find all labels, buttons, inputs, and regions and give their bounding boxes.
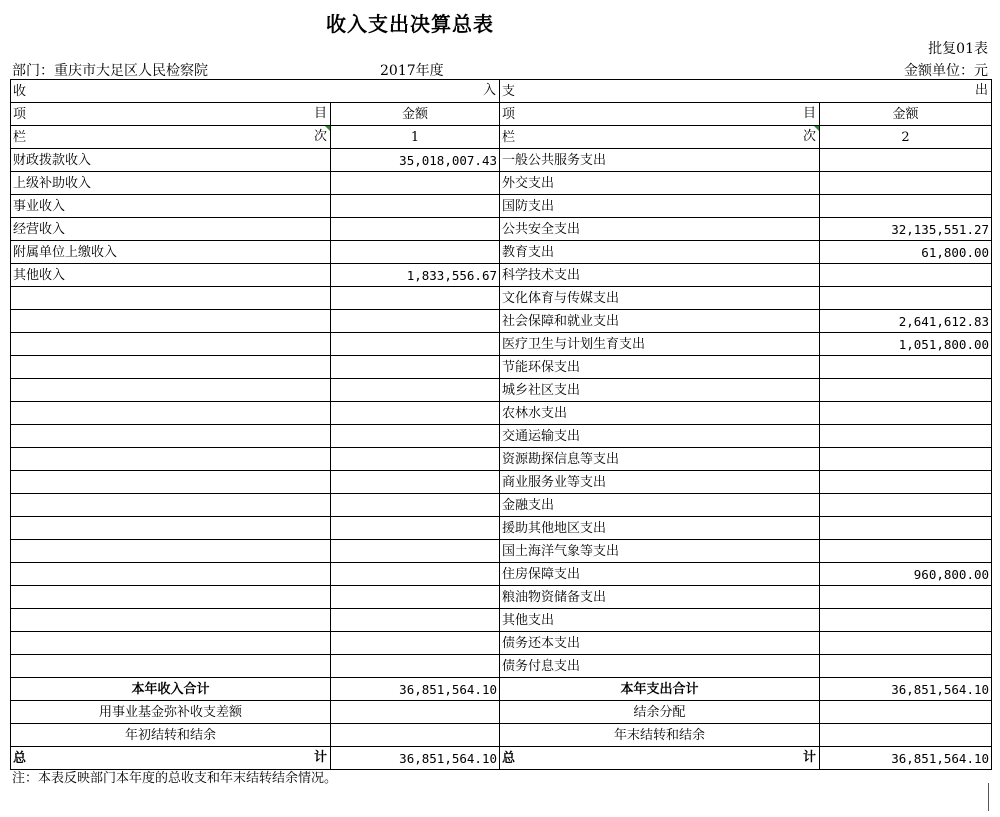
beginning-carryover-label: 年初结转和结余 [11, 724, 331, 747]
income-item [11, 517, 331, 540]
expense-amount [820, 494, 992, 517]
expense-item: 交通运输支出 [500, 425, 820, 448]
income-item [11, 379, 331, 402]
total-row-fund [11, 701, 992, 724]
income-item [11, 333, 331, 356]
expense-amount [820, 264, 992, 287]
total-row-carryover [11, 724, 992, 747]
income-amount [331, 517, 500, 540]
form-number: 批复01表 [928, 41, 988, 57]
expense-item: 农林水支出 [500, 402, 820, 425]
expense-item: 援助其他地区支出 [500, 517, 820, 540]
table-row [11, 310, 992, 333]
expense-amount [820, 517, 992, 540]
expense-item: 债务付息支出 [500, 655, 820, 678]
expense-header-right: 出 [975, 83, 989, 98]
income-item: 财政拨款收入 [11, 149, 331, 172]
income-amount-header: 金额 [331, 103, 500, 126]
income-amount [331, 540, 500, 563]
table-row [11, 586, 992, 609]
income-item: 附属单位上缴收入 [11, 241, 331, 264]
expense-amount [820, 655, 992, 678]
grand-total-expense-amount: 36,851,564.10 [820, 747, 992, 770]
fiscal-year: 2017年度 [380, 63, 444, 79]
income-item: 经营收入 [11, 218, 331, 241]
expense-item: 商业服务业等支出 [500, 471, 820, 494]
ending-carryover-amount [820, 724, 992, 747]
expense-amount [820, 195, 992, 218]
table-row [11, 356, 992, 379]
income-amount [331, 402, 500, 425]
income-expense-table [10, 79, 992, 770]
expense-item: 资源勘探信息等支出 [500, 448, 820, 471]
income-item [11, 287, 331, 310]
expense-column-number: 2 [820, 126, 992, 149]
expense-item: 国防支出 [500, 195, 820, 218]
income-item [11, 356, 331, 379]
table-row [11, 172, 992, 195]
grand-total-left: 总 [502, 750, 516, 766]
income-item: 上级补助收入 [11, 172, 331, 195]
income-item [11, 632, 331, 655]
income-amount [331, 563, 500, 586]
income-amount [331, 609, 500, 632]
table-row [11, 655, 992, 678]
expense-item: 住房保障支出 [500, 563, 820, 586]
income-amount: 35,018,007.43 [331, 149, 500, 172]
income-header-right: 入 [483, 83, 497, 98]
table-row [11, 517, 992, 540]
expense-amount: 32,135,551.27 [820, 218, 992, 241]
income-item: 事业收入 [11, 195, 331, 218]
income-amount [331, 287, 500, 310]
expense-item: 社会保障和就业支出 [500, 310, 820, 333]
table-row [11, 471, 992, 494]
income-item [11, 586, 331, 609]
income-amount: 1,833,556.67 [331, 264, 500, 287]
expense-item: 文化体育与传媒支出 [500, 287, 820, 310]
cell-comment-marker [814, 126, 819, 131]
table-row [11, 632, 992, 655]
department-label: 部门：重庆市大足区人民检察院 [12, 63, 208, 79]
fund-offset-label: 用事业基金弥补收支差额 [11, 701, 331, 724]
expense-amount: 1,051,800.00 [820, 333, 992, 356]
header-row-column-number [11, 126, 992, 149]
expense-item: 医疗卫生与计划生育支出 [500, 333, 820, 356]
income-item [11, 310, 331, 333]
income-column-right: 次 [313, 129, 327, 144]
income-amount [331, 425, 500, 448]
income-amount [331, 195, 500, 218]
table-row [11, 333, 992, 356]
expense-item: 其他支出 [500, 609, 820, 632]
expense-amount [820, 540, 992, 563]
expense-item-left: 项 [502, 106, 516, 122]
income-item [11, 655, 331, 678]
expense-amount [820, 471, 992, 494]
income-item [11, 609, 331, 632]
income-amount [331, 448, 500, 471]
currency-unit: 金额单位：元 [904, 63, 988, 79]
table-row [11, 402, 992, 425]
income-amount [331, 655, 500, 678]
income-amount [331, 172, 500, 195]
expense-amount [820, 586, 992, 609]
income-amount [331, 586, 500, 609]
income-item-left: 项 [13, 106, 27, 122]
expense-header-left: 支 [502, 83, 516, 99]
income-item [11, 563, 331, 586]
income-item-header [11, 103, 331, 126]
expense-item: 城乡社区支出 [500, 379, 820, 402]
income-amount [331, 632, 500, 655]
income-header [11, 80, 500, 103]
scroll-edge-marker [988, 783, 989, 811]
table-row [11, 379, 992, 402]
table-row [11, 218, 992, 241]
table-row [11, 195, 992, 218]
expense-column-header [500, 126, 820, 149]
expense-column-left: 栏 [502, 129, 516, 145]
expense-item-right: 目 [803, 106, 817, 121]
expense-item: 教育支出 [500, 241, 820, 264]
expense-item: 粮油物资储备支出 [500, 586, 820, 609]
table-row [11, 241, 992, 264]
expense-header [500, 80, 992, 103]
expense-amount: 61,800.00 [820, 241, 992, 264]
table-row [11, 264, 992, 287]
income-item [11, 494, 331, 517]
grand-total-right: 计 [803, 750, 817, 765]
income-amount [331, 379, 500, 402]
table-row [11, 563, 992, 586]
income-item [11, 448, 331, 471]
income-header-left: 收 [13, 83, 27, 99]
table-row [11, 149, 992, 172]
expense-total-label: 本年支出合计 [500, 678, 820, 701]
surplus-distribution-amount [820, 701, 992, 724]
table-row [11, 448, 992, 471]
expense-item: 国土海洋气象等支出 [500, 540, 820, 563]
surplus-distribution-label: 结余分配 [500, 701, 820, 724]
expense-amount [820, 172, 992, 195]
expense-amount [820, 149, 992, 172]
cell-comment-marker [325, 126, 330, 131]
table-row [11, 494, 992, 517]
expense-amount [820, 425, 992, 448]
expense-item: 公共安全支出 [500, 218, 820, 241]
income-column-header [11, 126, 331, 149]
expense-amount [820, 609, 992, 632]
grand-total-expense-label [500, 747, 820, 770]
expense-column-right: 次 [803, 129, 817, 144]
table-row [11, 609, 992, 632]
income-total-amount: 36,851,564.10 [331, 678, 500, 701]
expense-amount: 960,800.00 [820, 563, 992, 586]
expense-item-header [500, 103, 820, 126]
income-item [11, 540, 331, 563]
income-item-right: 目 [313, 106, 327, 121]
income-item [11, 402, 331, 425]
income-total-label: 本年收入合计 [11, 678, 331, 701]
expense-total-amount: 36,851,564.10 [820, 678, 992, 701]
expense-amount [820, 402, 992, 425]
expense-amount-header: 金额 [820, 103, 992, 126]
income-column-number: 1 [331, 126, 500, 149]
grand-total-left: 总 [13, 750, 27, 766]
income-item [11, 425, 331, 448]
expense-item: 一般公共服务支出 [500, 149, 820, 172]
footnote: 注：本表反映部门本年度的总收支和年末结转结余情况。 [12, 771, 338, 786]
table-row [11, 540, 992, 563]
header-row-item-amount [11, 103, 992, 126]
total-row-annual [11, 678, 992, 701]
table-row [11, 425, 992, 448]
expense-amount: 2,641,612.83 [820, 310, 992, 333]
income-item [11, 471, 331, 494]
grand-total-income-amount: 36,851,564.10 [331, 747, 500, 770]
table-title: 收入支出决算总表 [326, 12, 494, 36]
income-column-left: 栏 [13, 129, 27, 145]
expense-item: 债务还本支出 [500, 632, 820, 655]
table-row [11, 287, 992, 310]
expense-item: 科学技术支出 [500, 264, 820, 287]
grand-total-right: 计 [313, 750, 327, 765]
expense-amount [820, 287, 992, 310]
income-amount [331, 333, 500, 356]
expense-amount [820, 379, 992, 402]
income-amount [331, 241, 500, 264]
income-amount [331, 494, 500, 517]
header-row-income-expense [11, 80, 992, 103]
income-amount [331, 471, 500, 494]
income-amount [331, 218, 500, 241]
income-amount [331, 310, 500, 333]
expense-amount [820, 632, 992, 655]
income-item: 其他收入 [11, 264, 331, 287]
income-amount [331, 356, 500, 379]
expense-item: 外交支出 [500, 172, 820, 195]
expense-amount [820, 356, 992, 379]
ending-carryover-label: 年末结转和结余 [500, 724, 820, 747]
expense-amount [820, 448, 992, 471]
fund-offset-amount [331, 701, 500, 724]
expense-item: 节能环保支出 [500, 356, 820, 379]
expense-item: 金融支出 [500, 494, 820, 517]
beginning-carryover-amount [331, 724, 500, 747]
